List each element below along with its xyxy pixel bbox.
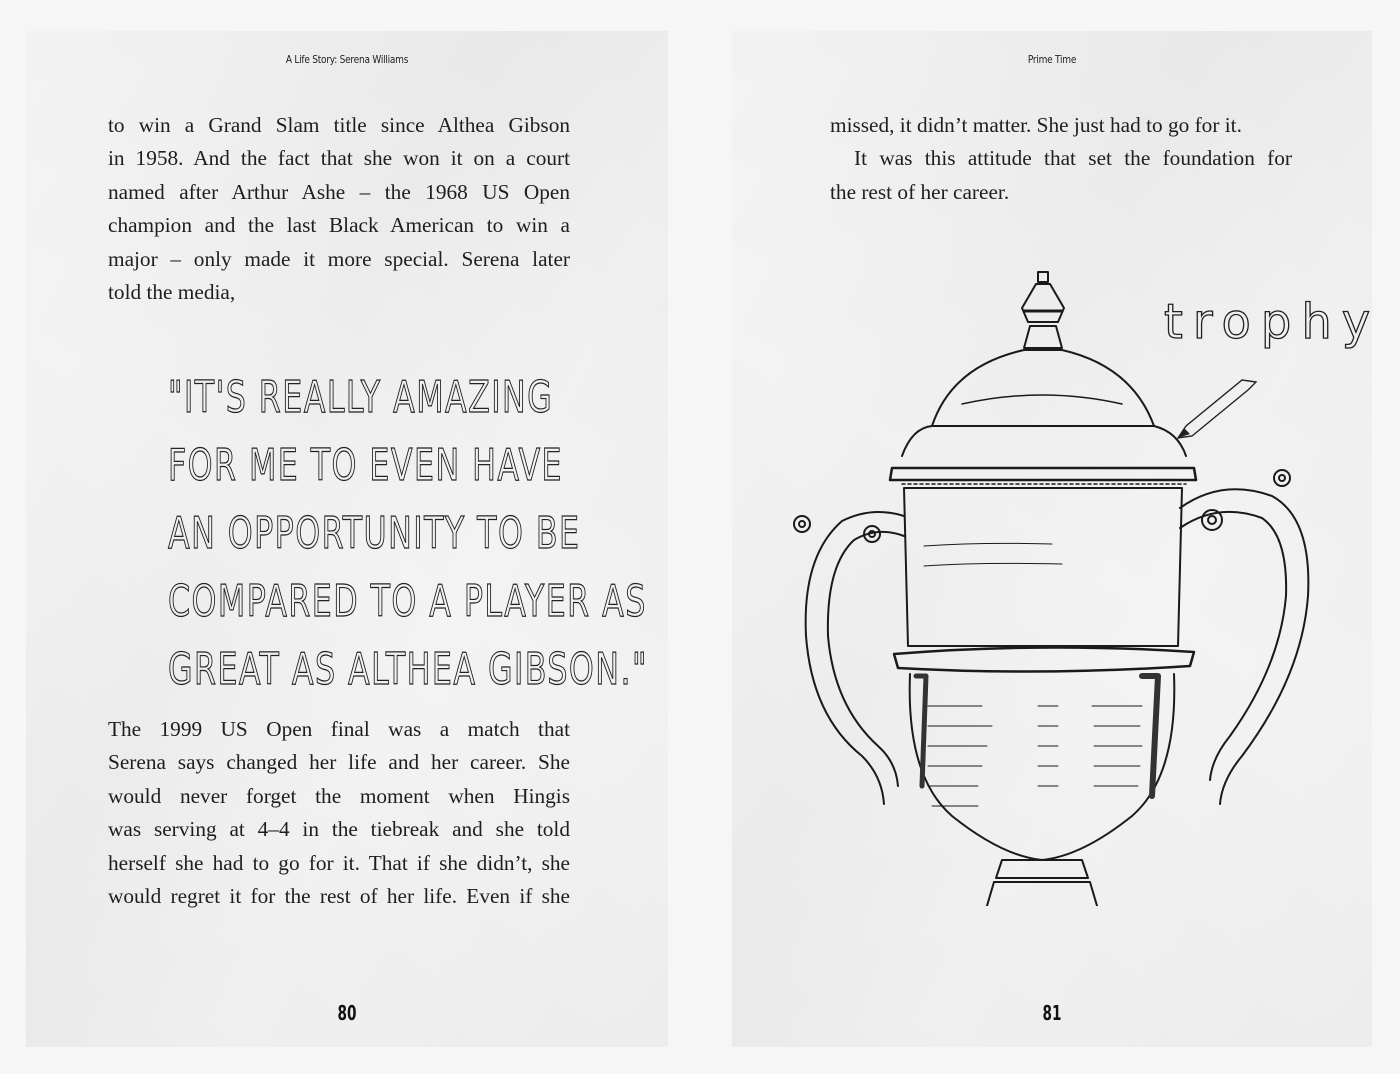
- text-line: the rest of her career.: [830, 179, 1010, 204]
- left-paragraph-2: [108, 713, 570, 913]
- quote-line: FOR ME TO EVEN HAVE: [168, 440, 564, 491]
- running-head-left: A Life Story: Serena Williams: [285, 53, 409, 66]
- left-page: [26, 31, 668, 1047]
- trophy-icon: [782, 256, 1342, 906]
- page-number-left: 80: [337, 1001, 357, 1025]
- trophy-illustration: [782, 256, 1381, 906]
- quote-line: COMPARED TO A PLAYER AS: [168, 576, 647, 627]
- quote-line: GREAT AS ALTHEA GIBSON.": [168, 644, 648, 695]
- text-line: major – only made it more special. Serena later: [108, 246, 570, 271]
- text-line: in 1958. And the fact that she won it on a court: [108, 146, 570, 171]
- page-number-right: 81: [1042, 1001, 1062, 1025]
- text-line: to win a Grand Slam title since Althea Gibson: [108, 113, 570, 137]
- text-line: champion and the last Black American to win a: [108, 213, 570, 238]
- pull-quote: [168, 364, 648, 704]
- text-line: herself she had to go for it. That if she didn’t, she: [108, 850, 570, 875]
- text-line: The 1999 US Open final was a match that: [108, 717, 570, 741]
- text-line: would regret it for the rest of her life. Even if she: [108, 884, 570, 909]
- quote-line: AN OPPORTUNITY TO BE: [168, 508, 581, 559]
- left-paragraph-1: [108, 109, 570, 309]
- right-paragraphs: [830, 109, 1292, 209]
- trophy-label: trophy: [1164, 294, 1381, 350]
- text-line: told the media,: [108, 280, 236, 305]
- text-line: named after Arthur Ashe – the 1968 US Open: [108, 179, 570, 204]
- running-head-right: Prime Time: [1027, 53, 1077, 66]
- quote-line: "IT'S REALLY AMAZING: [168, 372, 554, 423]
- text-line: Serena says changed her life and her career. She: [108, 750, 570, 775]
- text-line: would never forget the moment when Hingis: [108, 783, 570, 808]
- text-line: was serving at 4–4 in the tiebreak and she told: [108, 817, 570, 842]
- right-page: [732, 31, 1381, 1047]
- text-line: missed, it didn’t matter. She just had to go for it.: [830, 113, 1242, 137]
- text-line: It was this attitude that set the foundation for: [854, 146, 1292, 171]
